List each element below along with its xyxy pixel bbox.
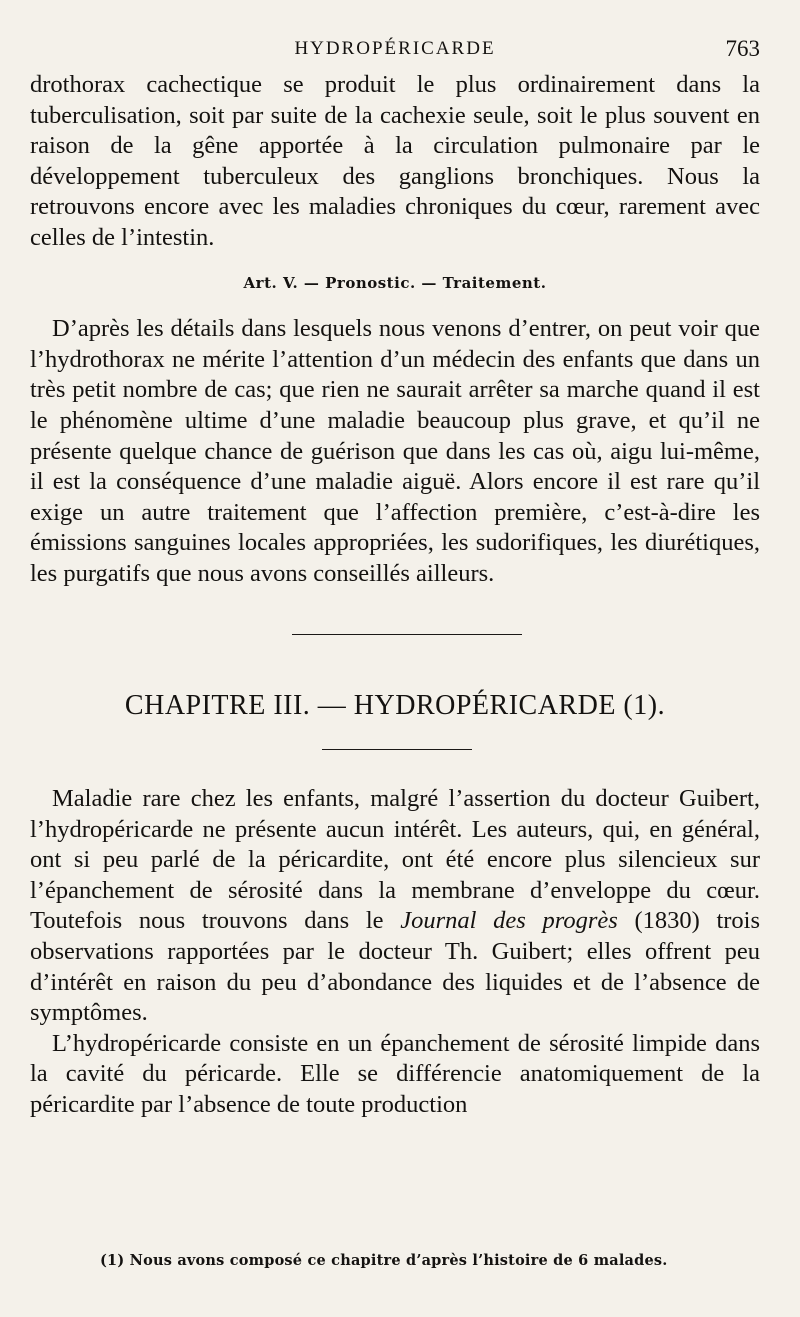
paragraph-intro-text-a: Maladie rare chez les enfants, malgré l’assertion du docteur Guibert, l’hydropéricarde ne présente aucun intérêt. Les auteurs, qui, en général, ont si peu parlé de la péricardite, ont été encore plus silencieux sur l’épanchement de sérosité dans la membrane d’enveloppe du cœur. Toutefois nous trouvons dans le bbox=[30, 785, 760, 935]
paragraph-intro-text-b: (1830) trois observations rapportées par le docteur Th. Guibert; elles offrent peu d’intérêt en raison du peu d’abondance des liquides et de l’absence de symptômes. bbox=[30, 907, 761, 1027]
paragraph-introduction bbox=[30, 784, 760, 1029]
footnote: (1) Nous avons composé ce chapitre d’après l’histoire de 6 malades. bbox=[100, 1252, 668, 1269]
paragraph-continuation: drothorax cachectique se produit le plus ordinairement dans la tuberculisation, soit par suite de la cachexie seule, soit le plus souvent en raison de la gêne apportée à la circulation pulmonaire par le développement tuberculeux des ganglions bronchiques. Nous la retrouvons encore avec les maladies chroniques du cœur, rarement avec celles de l’intestin. bbox=[30, 71, 760, 251]
section-divider bbox=[292, 634, 522, 635]
page-number: 763 bbox=[725, 36, 760, 61]
chapter-divider bbox=[322, 749, 472, 750]
journal-title: Journal des progrès bbox=[400, 907, 618, 935]
chapter-title: CHAPITRE III. — HYDROPÉRICARDE (1). bbox=[124, 689, 666, 721]
paragraph-definition: L’hydropéricarde consiste en un épanchement de sérosité limpide dans la cavité du péricarde. Elle se différencie anatomiquement de la péricardite par l’absence de toute production bbox=[30, 1029, 760, 1119]
paragraph-pronostic: D’après les détails dans lesquels nous venons d’entrer, on peut voir que l’hydrothorax ne mérite l’attention d’un médecin des enfants que dans un très petit nombre de cas; que rien ne saurait arrêter sa marche quand il est le phénomène ultime d’une maladie beaucoup plus grave, et qu’il ne présente quelque chance de guérison que dans les cas où, aigu lui-même, il est la conséquence d’une maladie aiguë. Alors encore il est rare qu’il exige un autre traitement que l’affection première, c’est-à-dire les émissions sanguines locales appropriées, les sudorifiques, les diurétiques, les purgatifs que nous avons conseillés ailleurs. bbox=[30, 315, 760, 587]
running-title: HYDROPÉRICARDE bbox=[294, 38, 496, 59]
article-heading: Art. V. — Pronostic. — Traitement. bbox=[243, 273, 547, 292]
body-text bbox=[30, 70, 760, 1121]
running-head bbox=[30, 34, 760, 70]
